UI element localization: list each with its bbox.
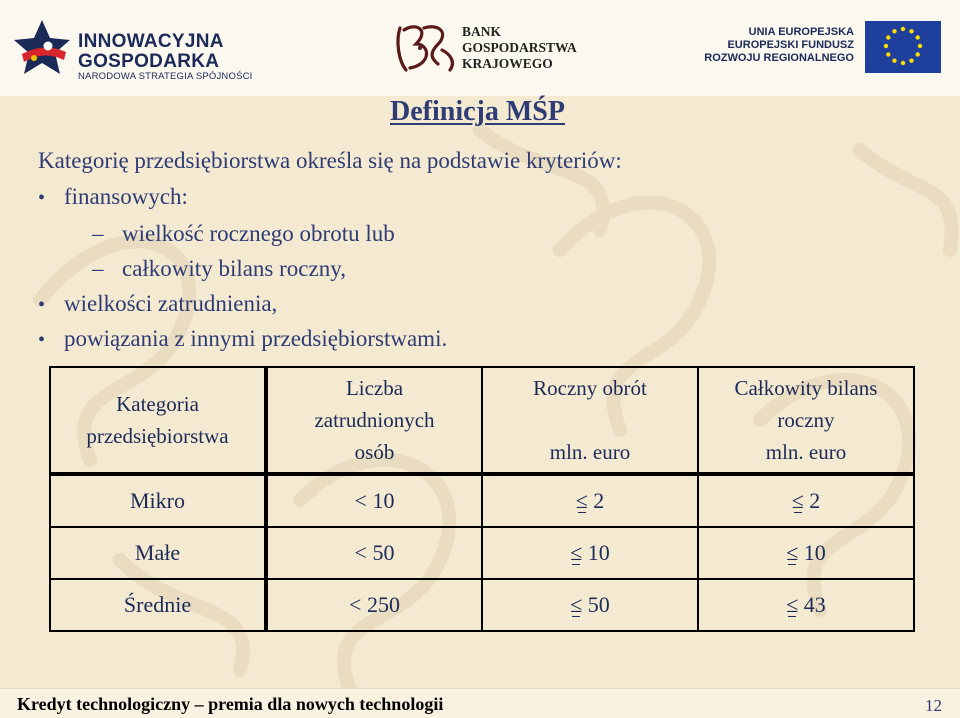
header-balance-unit: mln. euro <box>765 440 847 464</box>
header-employees-line2: zatrudnionych <box>314 408 435 432</box>
dash-icon: – <box>92 221 104 246</box>
dash-icon: – <box>92 256 104 281</box>
logo-ig-line1: INNOWACYJNA <box>78 31 224 52</box>
bullet-dot-icon: • <box>38 187 46 209</box>
header-category <box>50 367 266 474</box>
cell-balance <box>698 527 914 579</box>
eu-flag-icon <box>865 21 941 73</box>
leq-sign: ≤ <box>786 540 799 565</box>
header-balance <box>698 367 914 474</box>
leq-sign: ≤ <box>791 488 804 513</box>
cell-category: Średnie <box>50 579 266 631</box>
header-turnover <box>482 367 698 474</box>
header-logo-bar <box>0 0 960 96</box>
turnover-value: 50 <box>587 592 610 617</box>
logo-ig-line2: GOSPODARKA <box>78 51 220 72</box>
bgk-logo <box>394 18 594 78</box>
cell-employees <box>266 527 482 579</box>
header-turnover-unit: mln. euro <box>549 440 631 464</box>
bullet-dot-icon: • <box>38 294 46 316</box>
bullet-financial <box>38 184 188 210</box>
less-than-sign: < <box>349 592 362 617</box>
employees-value: 250 <box>366 592 400 617</box>
balance-value: 10 <box>803 540 826 565</box>
logo-ig-line3: NARODOWA STRATEGIA SPÓJNOŚCI <box>78 71 253 82</box>
leq-sign: ≤ <box>575 488 588 513</box>
less-than-sign: < <box>354 488 367 513</box>
header-category-line2: przedsiębiorstwa <box>86 424 229 448</box>
header-employees-line3: osób <box>354 440 395 464</box>
eu-line-3: ROZWOJU REGIONALNEGO <box>704 52 854 64</box>
footer-bar <box>0 688 960 718</box>
header-category-line1: Kategoria <box>116 392 199 416</box>
cell-employees <box>266 579 482 631</box>
sub-item-label: wielkość rocznego obrotu lub <box>122 221 395 246</box>
cell-category: Mikro <box>50 474 266 527</box>
bullet-label: wielkości zatrudnienia, <box>64 291 278 316</box>
cell-turnover <box>482 527 698 579</box>
leq-sign: ≤ <box>570 540 583 565</box>
employees-value: 10 <box>372 488 395 513</box>
employees-value: 50 <box>372 540 395 565</box>
header-employees-line1: Liczba <box>345 376 404 400</box>
table-row <box>50 474 914 527</box>
bullet-links <box>38 326 447 352</box>
cell-category: Małe <box>50 527 266 579</box>
innowacyjna-gospodarka-star-icon <box>14 16 74 86</box>
slide-title: Definicja MŚP <box>390 96 565 127</box>
bgk-line-3: KRAJOWEGO <box>462 56 553 71</box>
less-than-sign: < <box>354 540 367 565</box>
bullet-label: powiązania z innymi przedsiębiorstwami. <box>64 326 448 351</box>
balance-value: 43 <box>803 592 826 617</box>
eu-fund-label <box>704 26 854 65</box>
header-balance-line1: Całkowity bilans <box>734 376 878 400</box>
sme-definition-table <box>49 366 915 632</box>
leq-sign: ≤ <box>786 592 799 617</box>
header-turnover-line1: Roczny obrót <box>533 376 647 400</box>
turnover-value: 2 <box>593 488 605 513</box>
bgk-monogram-icon <box>394 20 460 76</box>
innowacyjna-gospodarka-logo <box>14 14 253 86</box>
sub-item-turnover <box>92 221 395 247</box>
cell-balance <box>698 579 914 631</box>
bullet-dot-icon: • <box>38 329 46 351</box>
header-balance-line2: roczny <box>777 408 835 432</box>
cell-employees <box>266 474 482 527</box>
bgk-logo-text <box>462 24 577 72</box>
sub-item-label: całkowity bilans roczny, <box>122 256 346 281</box>
cell-balance <box>698 474 914 527</box>
cell-turnover <box>482 474 698 527</box>
eu-line-2: EUROPEJSKI FUNDUSZ <box>727 39 854 51</box>
eu-line-1: UNIA EUROPEJSKA <box>748 26 854 38</box>
bullet-employment <box>38 291 277 317</box>
bgk-line-1: BANK <box>462 24 502 39</box>
table-header-row <box>50 367 914 474</box>
turnover-value: 10 <box>587 540 610 565</box>
cell-turnover <box>482 579 698 631</box>
bullet-label: finansowych: <box>64 184 188 209</box>
table-row <box>50 527 914 579</box>
footer-title: Kredyt technologiczny – premia dla nowych technologii <box>17 694 444 714</box>
leq-sign: ≤ <box>570 592 583 617</box>
page-number: 12 <box>925 696 942 715</box>
header-employees <box>266 367 482 474</box>
sub-item-balance <box>92 256 346 282</box>
balance-value: 2 <box>809 488 821 513</box>
table-row <box>50 579 914 631</box>
intro-text: Kategorię przedsiębiorstwa określa się na podstawie kryteriów: <box>38 148 622 173</box>
bgk-line-2: GOSPODARSTWA <box>462 40 577 55</box>
